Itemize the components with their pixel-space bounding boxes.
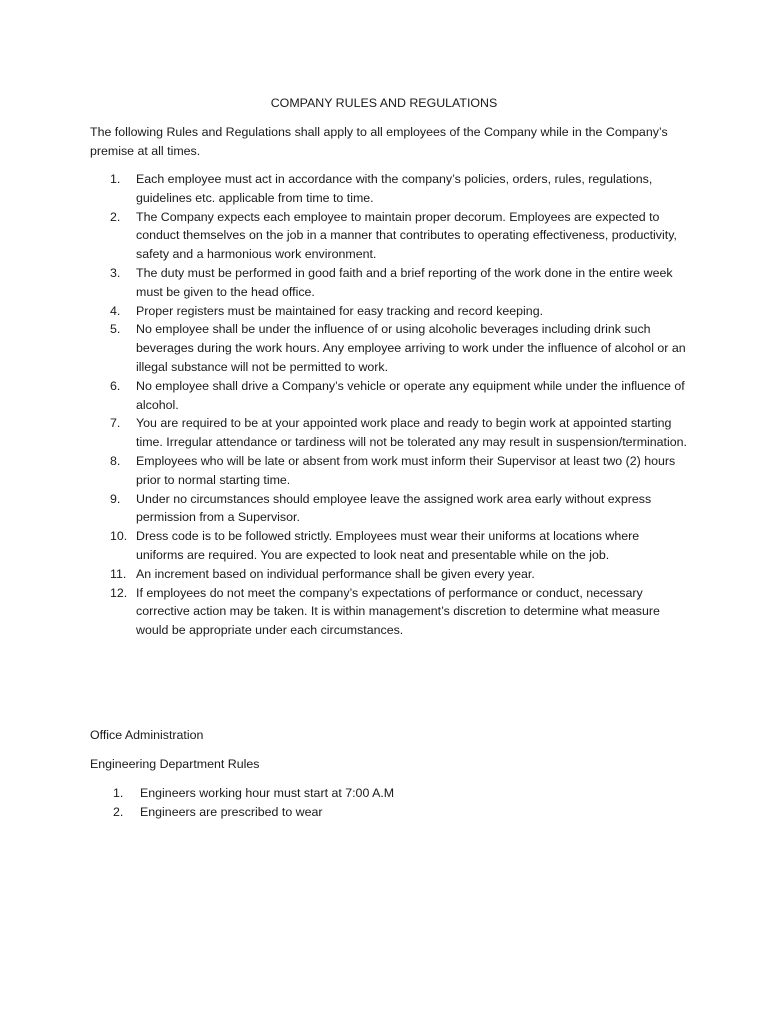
list-text: Engineers working hour must start at 7:00 A.M — [140, 786, 395, 800]
list-item — [90, 377, 690, 415]
list-item — [90, 452, 690, 490]
engineering-rules-list — [90, 784, 394, 822]
list-text: Employees who will be late or absent from work must inform their Supervisor at least two (2) hours prior to normal starting time. — [136, 453, 676, 487]
list-text: Proper registers must be maintained for easy tracking and record keeping. — [136, 303, 544, 318]
list-number: 1. — [110, 172, 121, 186]
list-number: 3. — [110, 265, 121, 280]
document-title: COMPANY RULES AND REGULATIONS — [270, 96, 498, 110]
list-number: 2. — [113, 805, 124, 819]
list-number: 11. — [110, 566, 127, 581]
list-item — [90, 784, 394, 803]
list-number: 12. — [110, 585, 128, 600]
list-text: Dress code is to be followed strictly. Employees must wear their uniforms at locations where uniforms are required. You are expected to look neat and presentable while on the job. — [136, 529, 640, 562]
office-administration-heading: Office Administration — [90, 728, 204, 742]
list-text: The duty must be performed in good faith and a brief reporting of the work done in the entire week must be given to the head office. — [136, 265, 673, 299]
list-item — [90, 208, 690, 264]
list-item — [90, 302, 690, 321]
list-item — [90, 414, 690, 452]
list-number: 2. — [110, 209, 121, 224]
list-number: 4. — [110, 303, 121, 318]
list-number: 9. — [110, 491, 121, 506]
list-item — [90, 490, 690, 528]
list-text: Engineers are prescribed to wear — [140, 805, 323, 819]
list-number: 6. — [110, 378, 121, 393]
intro-paragraph: The following Rules and Regulations shall apply to all employees of the Company while in the Company’s premise at all times. — [90, 125, 668, 158]
list-item — [90, 565, 690, 584]
list-number: 7. — [110, 416, 121, 431]
list-text: Under no circumstances should employee leave the assigned work area early without express permission from a Supervisor. — [136, 491, 652, 525]
list-text: An increment based on individual performance shall be given every year. — [136, 566, 535, 581]
list-text: No employee shall drive a Company’s vehicle or operate any equipment while under the influence of alcohol. — [136, 378, 685, 412]
list-item — [90, 170, 690, 208]
list-item — [90, 264, 690, 302]
list-text: If employees do not meet the company’s expectations of performance or conduct, necessary corrective action may be taken. It is within management’s discretion to determine what measure would be appropriate under each circumstances. — [136, 585, 660, 638]
list-number: 10. — [110, 529, 128, 544]
list-number: 5. — [110, 322, 121, 337]
list-text: You are required to be at your appointed work place and ready to begin work at appointed starting time. Irregular attendance or tardiness will not be tolerated any may result in suspension/termination. — [136, 416, 687, 450]
rules-list — [90, 170, 690, 640]
list-item — [90, 803, 394, 822]
list-item — [90, 320, 690, 376]
list-item — [90, 584, 690, 640]
engineering-rules-heading: Engineering Department Rules — [90, 757, 260, 771]
list-text: No employee shall be under the influence of or using alcoholic beverages including drink such beverages during the work hours. Any employee arriving to work under the influence of alcohol or an illegal substance will not be permitted to work. — [136, 322, 686, 374]
list-item — [90, 527, 690, 565]
list-text: The Company expects each employee to maintain proper decorum. Employees are expected to conduct themselves on the job in a manner that contributes to operating effectiveness, productivity, safety and a harmonious work environment. — [136, 209, 677, 262]
list-number: 1. — [113, 786, 124, 800]
list-number: 8. — [110, 453, 121, 468]
list-text: Each employee must act in accordance with the company’s policies, orders, rules, regulations, guidelines etc. applicable from time to time. — [136, 172, 653, 205]
